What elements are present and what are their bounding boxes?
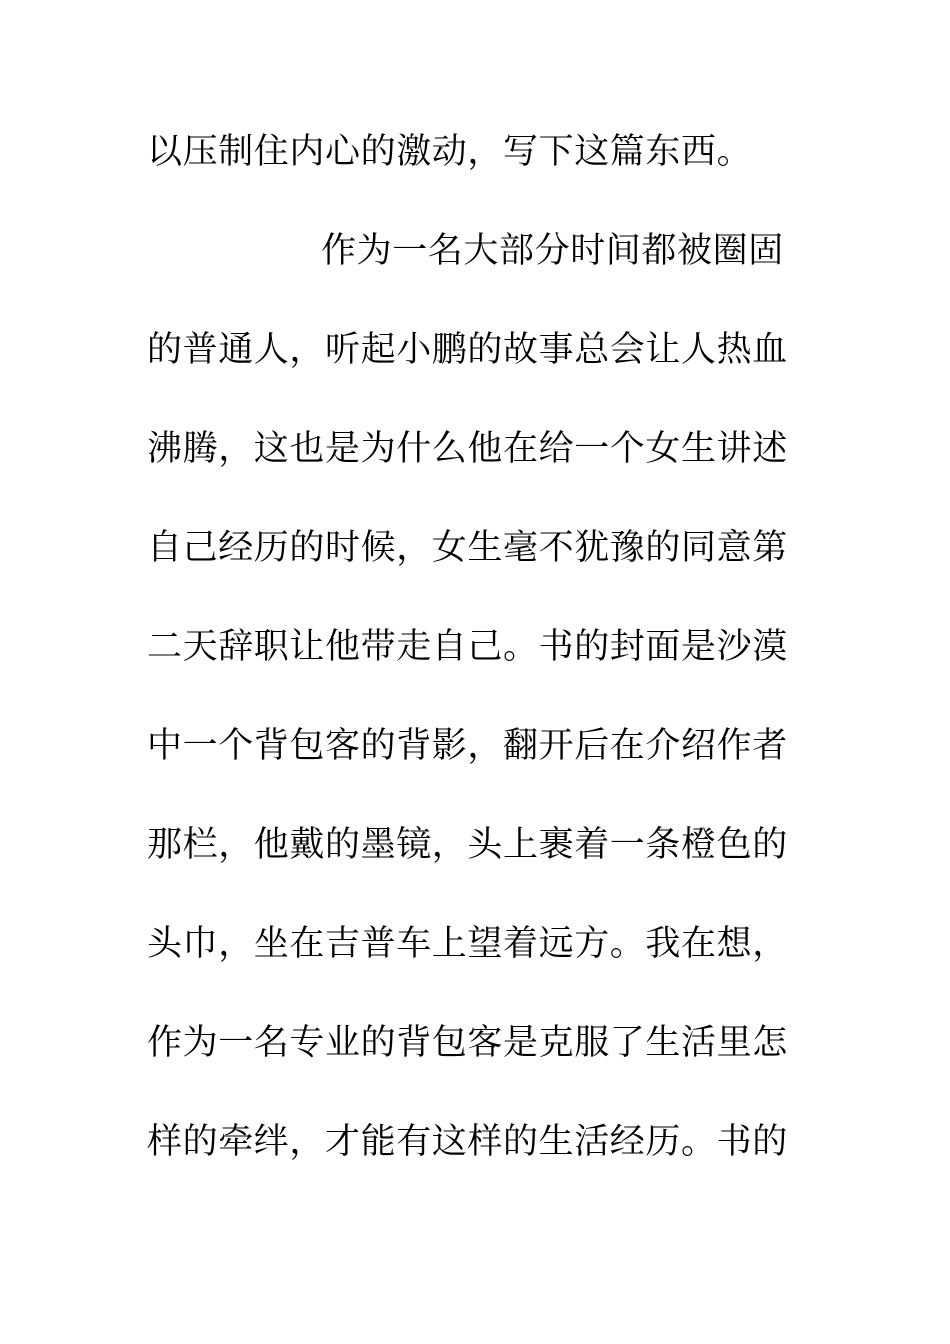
- text-line: 以压制住内心的激动，写下这篇东西。: [147, 132, 753, 172]
- text-line: 头巾，坐在吉普车上望着远方。我在想，: [147, 924, 788, 964]
- text-line: 样的牵绊，才能有这样的生活经历。书的: [147, 1122, 788, 1162]
- document-body: [147, 122, 787, 1211]
- text-line: 沸腾，这也是为什么他在给一个女生讲述: [147, 429, 788, 469]
- text-line: 中一个背包客的背影，翻开后在介绍作者: [147, 726, 788, 766]
- paragraph-start-line: 作为一名大部分时间都被圈固: [321, 231, 784, 271]
- text-line: 那栏，他戴的墨镜，头上裹着一条橙色的: [147, 825, 788, 865]
- text-line: 二天辞职让他带走自己。书的封面是沙漠: [147, 627, 788, 667]
- text-line: 的普通人，听起小鹏的故事总会让人热血: [147, 330, 788, 370]
- text-line: 作为一名专业的背包客是克服了生活里怎: [147, 1023, 788, 1063]
- text-line: 自己经历的时候，女生毫不犹豫的同意第: [147, 528, 788, 568]
